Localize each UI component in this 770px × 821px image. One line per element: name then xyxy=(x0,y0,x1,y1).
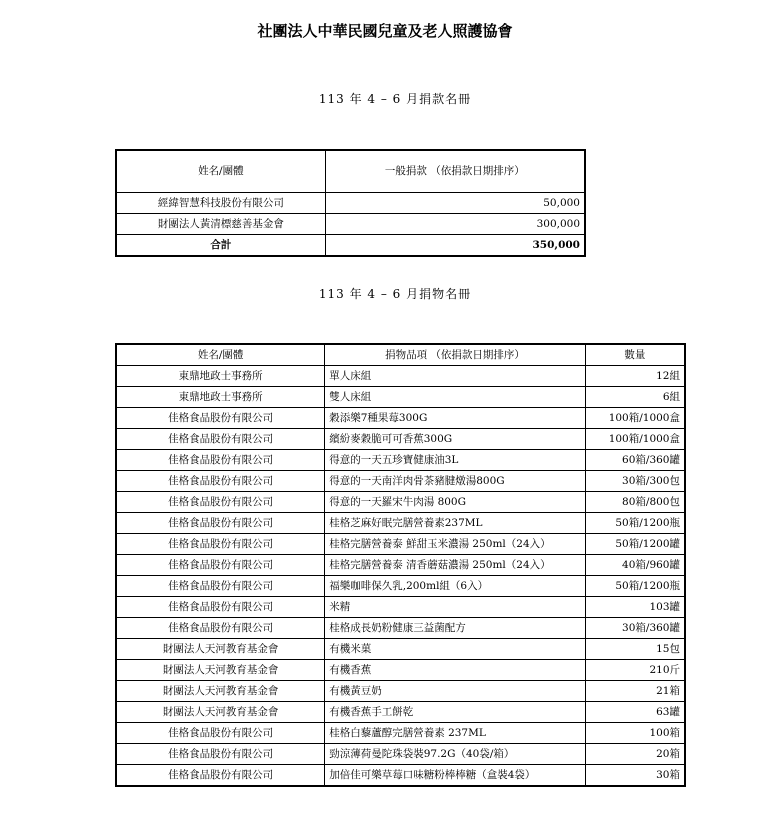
header-quantity: 數量 xyxy=(585,344,685,366)
item-quantity: 30箱 xyxy=(585,765,685,787)
item-quantity: 100箱/1000盒 xyxy=(585,408,685,429)
table-row xyxy=(116,660,685,681)
donor-name: 佳格食品股份有限公司 xyxy=(116,597,325,618)
donated-item: 繽紛麥穀脆可可香蕉300G xyxy=(325,429,586,450)
donor-name: 經緯智慧科技股份有限公司 xyxy=(116,193,325,214)
donor-name: 佳格食品股份有限公司 xyxy=(116,555,325,576)
item-quantity: 63罐 xyxy=(585,702,685,723)
table-row xyxy=(116,723,685,744)
table-row xyxy=(116,618,685,639)
donation-amount: 300,000 xyxy=(325,214,585,235)
total-row xyxy=(116,235,585,257)
item-quantity: 20箱 xyxy=(585,744,685,765)
donor-name: 財團法人黃清標慈善基金會 xyxy=(116,214,325,235)
item-quantity: 6組 xyxy=(585,387,685,408)
donor-name: 東鼎地政士事務所 xyxy=(116,387,325,408)
donated-item: 勁涼薄荷曼陀珠袋裝97.2G（40袋/箱） xyxy=(325,744,586,765)
header-item: 捐物品項 （依捐款日期排序） xyxy=(325,344,586,366)
org-title: 社團法人中華民國兒童及老人照護協會 xyxy=(257,22,513,40)
table-row xyxy=(116,534,685,555)
donated-item: 有機黃豆奶 xyxy=(325,681,586,702)
donated-item: 得意的一天羅宋牛肉湯 800G xyxy=(325,492,586,513)
donated-item: 單人床組 xyxy=(325,366,586,387)
goods-table xyxy=(115,343,686,787)
item-quantity: 50箱/1200瓶 xyxy=(585,513,685,534)
item-quantity: 50箱/1200瓶 xyxy=(585,576,685,597)
donor-name: 佳格食品股份有限公司 xyxy=(116,513,325,534)
goods-subtitle: 113 年 4 – 6 月捐物名冊 xyxy=(318,287,472,301)
table-row xyxy=(116,429,685,450)
table-row xyxy=(116,387,685,408)
header-name: 姓名/團體 xyxy=(116,344,325,366)
item-quantity: 15包 xyxy=(585,639,685,660)
item-quantity: 80箱/800包 xyxy=(585,492,685,513)
donor-name: 佳格食品股份有限公司 xyxy=(116,576,325,597)
item-quantity: 21箱 xyxy=(585,681,685,702)
donated-item: 得意的一天五珍寶健康油3L xyxy=(325,450,586,471)
item-quantity: 210斤 xyxy=(585,660,685,681)
donor-name: 佳格食品股份有限公司 xyxy=(116,618,325,639)
table-row xyxy=(116,408,685,429)
donor-name: 財團法人天河教育基金會 xyxy=(116,639,325,660)
header-general-donation: 一般捐款 （依捐款日期排序） xyxy=(325,150,585,193)
donor-name: 東鼎地政士事務所 xyxy=(116,366,325,387)
table-row xyxy=(116,193,585,214)
donated-item: 得意的一天南洋肉骨茶豬腱燉湯800G xyxy=(325,471,586,492)
table-row xyxy=(116,681,685,702)
table-row xyxy=(116,555,685,576)
donated-item: 有機香蕉 xyxy=(325,660,586,681)
item-quantity: 30箱/300包 xyxy=(585,471,685,492)
table-row xyxy=(116,744,685,765)
table-row xyxy=(116,765,685,787)
donor-name: 佳格食品股份有限公司 xyxy=(116,744,325,765)
donor-name: 佳格食品股份有限公司 xyxy=(116,408,325,429)
donated-item: 有機米菓 xyxy=(325,639,586,660)
item-quantity: 103罐 xyxy=(585,597,685,618)
donated-item: 桂格芝麻好眠完膳營養素237ML xyxy=(325,513,586,534)
donor-name: 佳格食品股份有限公司 xyxy=(116,765,325,787)
donations-table xyxy=(115,149,586,257)
item-quantity: 50箱/1200罐 xyxy=(585,534,685,555)
header-name: 姓名/團體 xyxy=(116,150,325,193)
table-row xyxy=(116,702,685,723)
donations-header-row xyxy=(116,150,585,193)
donated-item: 桂格成長奶粉健康三益菌配方 xyxy=(325,618,586,639)
table-row xyxy=(116,471,685,492)
item-quantity: 100箱/1000盒 xyxy=(585,429,685,450)
table-row xyxy=(116,639,685,660)
donated-item: 加倍佳可樂草莓口味糖粉棒棒糖（盒裝4袋） xyxy=(325,765,586,787)
goods-header-row xyxy=(116,344,685,366)
table-row xyxy=(116,450,685,471)
table-row xyxy=(116,366,685,387)
donor-name: 財團法人天河教育基金會 xyxy=(116,660,325,681)
donated-item: 雙人床組 xyxy=(325,387,586,408)
donated-item: 桂格完膳營養泰 清香蘑菇濃湯 250ml（24入） xyxy=(325,555,586,576)
donor-name: 財團法人天河教育基金會 xyxy=(116,702,325,723)
donor-name: 佳格食品股份有限公司 xyxy=(116,471,325,492)
item-quantity: 12組 xyxy=(585,366,685,387)
donor-name: 佳格食品股份有限公司 xyxy=(116,450,325,471)
total-amount: 350,000 xyxy=(325,235,585,257)
item-quantity: 60箱/360罐 xyxy=(585,450,685,471)
donor-name: 佳格食品股份有限公司 xyxy=(116,723,325,744)
donations-subtitle: 113 年 4 – 6 月捐款名冊 xyxy=(318,92,472,106)
donated-item: 桂格白藜蘆醇完膳營養素 237ML xyxy=(325,723,586,744)
item-quantity: 100箱 xyxy=(585,723,685,744)
total-label: 合計 xyxy=(116,235,325,257)
item-quantity: 40箱/960罐 xyxy=(585,555,685,576)
donated-item: 桂格完膳營養泰 鮮甜玉米濃湯 250ml（24入） xyxy=(325,534,586,555)
donated-item: 米精 xyxy=(325,597,586,618)
donor-name: 佳格食品股份有限公司 xyxy=(116,492,325,513)
table-row xyxy=(116,576,685,597)
table-row xyxy=(116,513,685,534)
donated-item: 福樂咖啡保久乳,200ml組（6入） xyxy=(325,576,586,597)
item-quantity: 30箱/360罐 xyxy=(585,618,685,639)
donation-amount: 50,000 xyxy=(325,193,585,214)
table-row xyxy=(116,597,685,618)
donor-name: 佳格食品股份有限公司 xyxy=(116,534,325,555)
donor-name: 財團法人天河教育基金會 xyxy=(116,681,325,702)
table-row xyxy=(116,492,685,513)
donated-item: 穀添樂7種果莓300G xyxy=(325,408,586,429)
donated-item: 有機香蕉手工餅乾 xyxy=(325,702,586,723)
table-row xyxy=(116,214,585,235)
donor-name: 佳格食品股份有限公司 xyxy=(116,429,325,450)
